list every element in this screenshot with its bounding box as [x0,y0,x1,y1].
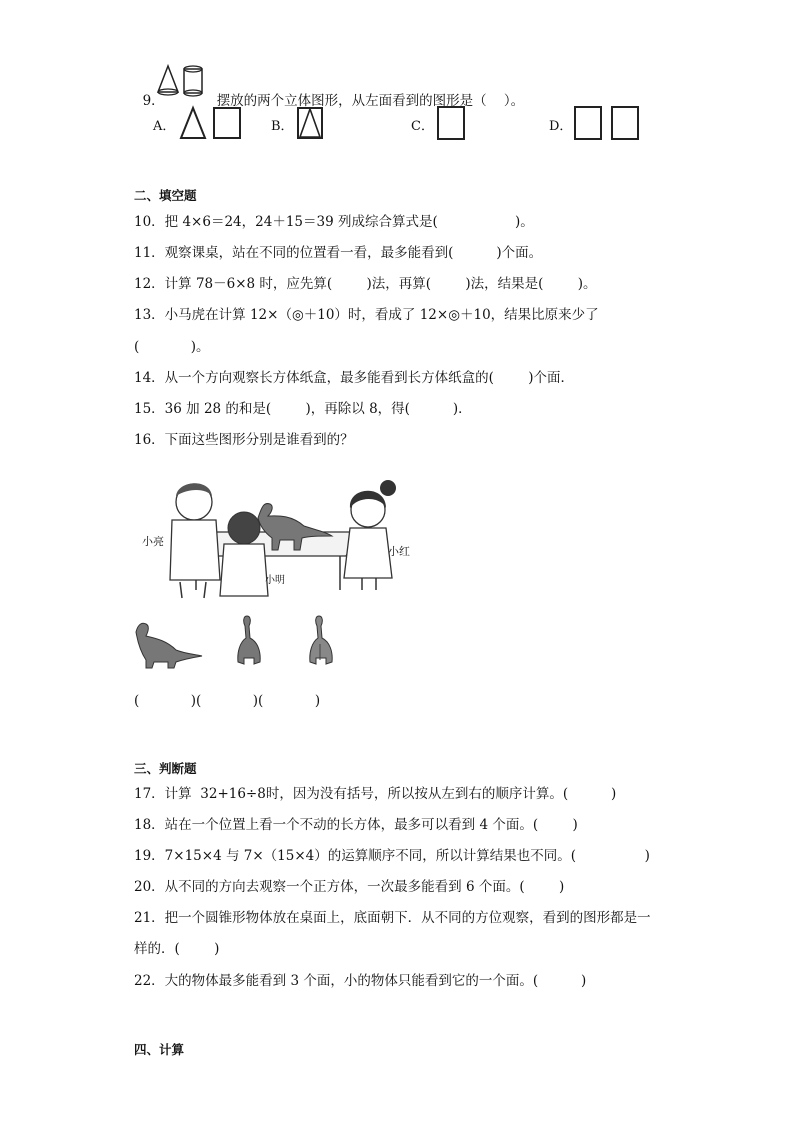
option-c-label[interactable]: C． [411,119,434,134]
label-xiaoming: 小明 [265,575,285,586]
option-c-figure[interactable] [437,105,467,141]
label-xiaohong: 小红 [388,545,410,558]
section-4-title: 四、计算 [134,1042,185,1057]
q16-answer-blanks[interactable]: ( )( )( ) [134,693,321,709]
q10: 10．把 4×6＝24，24＋15＝39 列成综合算式是( )。 [134,214,534,230]
q19: 19．7×15×4 与 7×（15×4）的运算顺序不同，所以计算结果也不同。( ) [134,848,650,864]
q16: 16．下面这些图形分别是谁看到的？ [134,432,354,448]
option-a-figure[interactable] [180,106,244,140]
q13-line2: ( )。 [134,339,210,355]
q20: 20．从不同的方向去观察一个正方体，一次最多能看到 6 个面。( ) [134,879,565,895]
q13-line1: 13．小马虎在计算 12×（◎＋10）时，看成了 12×◎＋10，结果比原来少了 [134,307,599,323]
dinosaur-back-view [306,614,336,670]
q21-line1: 21．把一个圆锥形物体放在桌面上，底面朝下．从不同的方位观察，看到的图形都是一 [134,910,651,926]
q22: 22．大的物体最多能看到 3 个面，小的物体只能看到它的一个面。( ) [134,973,587,989]
section-2-title: 二、填空题 [134,188,197,203]
q12: 12．计算 78－6×8 时，应先算( )法，再算( )法，结果是( )。 [134,276,597,292]
cone-cylinder-figure [156,64,206,98]
option-d-figure[interactable] [574,105,640,141]
q18: 18．站在一个位置上看一个不动的长方体，最多可以看到 4 个面。( ) [134,817,578,833]
q11: 11．观察课桌，站在不同的位置看一看，最多能看到( )个面。 [134,245,543,261]
q17: 17．计算 32+16÷8时，因为没有括号，所以按从左到右的顺序计算。( ) [134,786,617,802]
option-b-figure[interactable] [297,106,327,140]
option-a-label[interactable]: A． [153,119,176,134]
option-b-label[interactable]: B． [271,119,294,134]
section-3-title: 三、判断题 [134,761,197,776]
q15: 15．36 加 28 的和是( )，再除以 8，得( )． [134,401,472,417]
q9-text: 摆放的两个立体图形，从左面看到的图形是（ ）。 [216,93,525,109]
q14: 14．从一个方向观察长方体纸盒，最多能看到长方体纸盒的( )个面． [134,370,575,386]
option-d-label[interactable]: D． [549,119,573,134]
dinosaur-side-view [132,620,204,670]
q21-line2: 样的．( ) [134,941,220,957]
dinosaur-front-view [234,614,264,670]
q9-number: 9． [142,93,165,109]
label-xiaoliang: 小亮 [142,535,164,548]
